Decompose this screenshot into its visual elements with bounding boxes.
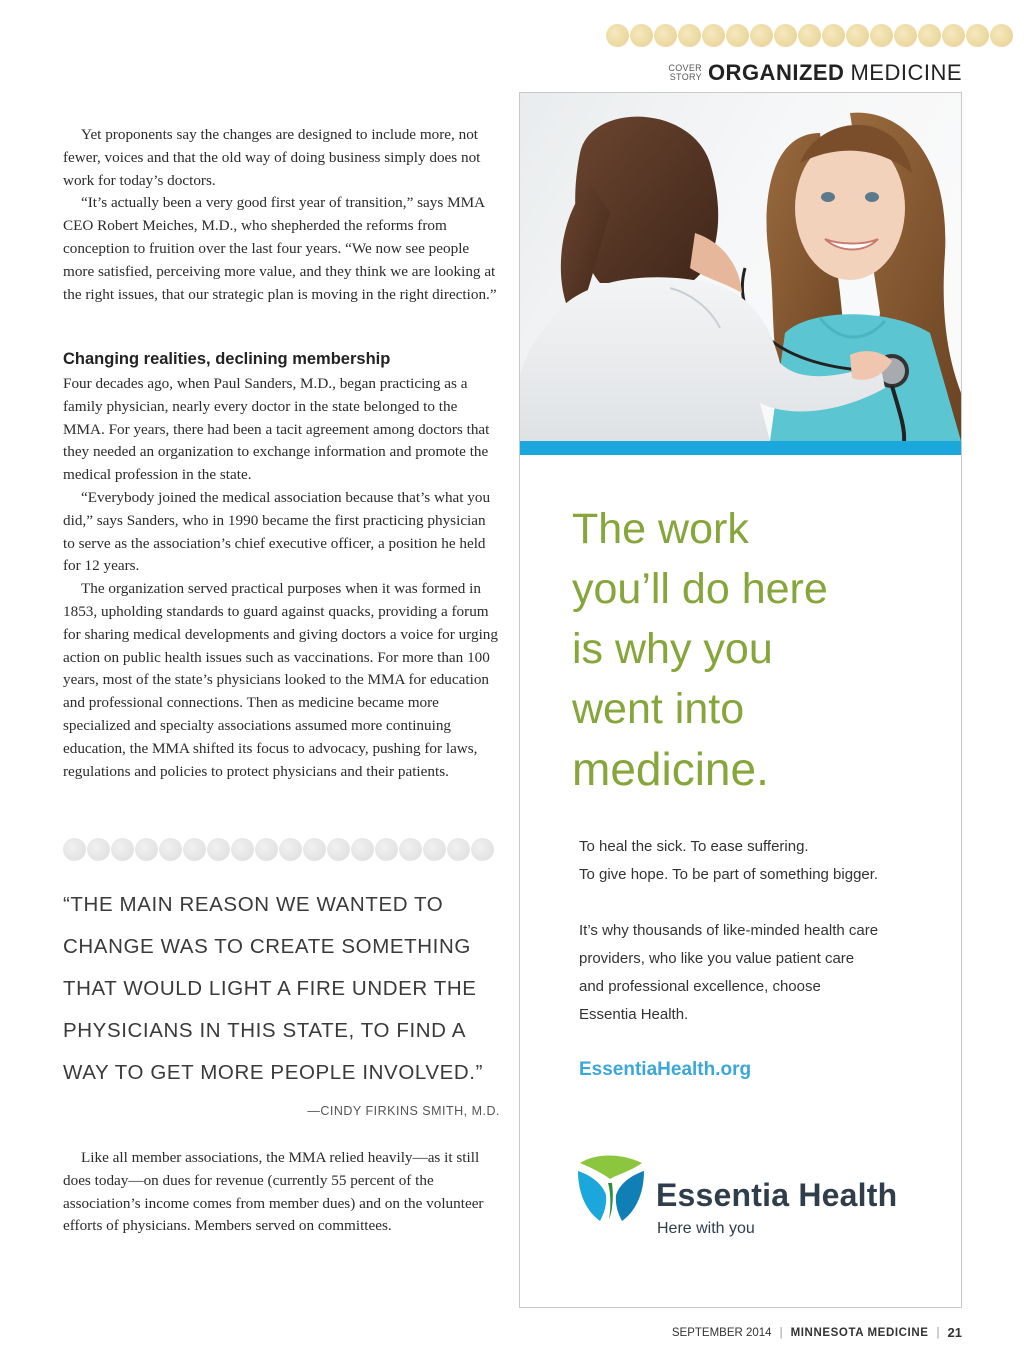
- article-paragraph: The organization served practical purposes when it was formed in 1853, upholding standards to guard against quacks, providing a forum for sharing medical developments and giving doctors a voice for urging action on public health issues such as vaccinations. For more than 100 years, most of the state’s physicians looked to the MMA for education and professional connections. Then as medicine became more specialized and specialty associations assumed more continuing education, the MMA shifted its focus to advocacy, pushing for laws, regulations and policies to protect physicians and their patients.: [63, 580, 498, 780]
- decorative-dot: [654, 24, 677, 47]
- decorative-dot: [447, 838, 470, 861]
- decorative-dot: [135, 838, 158, 861]
- story-label: STORY: [669, 72, 702, 82]
- decorative-dot: [279, 838, 302, 861]
- decorative-dot: [798, 24, 821, 47]
- ad-body-line: To give hope. To be part of something bigger.: [579, 866, 879, 883]
- section-header: [668, 60, 962, 86]
- cover-label: COVER: [668, 63, 702, 73]
- decorative-dot: [327, 838, 350, 861]
- decorative-dots-divider: [63, 838, 501, 864]
- ad-headline: [572, 499, 952, 799]
- decorative-dot: [399, 838, 422, 861]
- decorative-dot: [630, 24, 653, 47]
- cover-story-label: [668, 64, 702, 82]
- article-section: [63, 373, 499, 783]
- ad-headline-last: medicine.: [572, 743, 769, 795]
- ad-headline-line: you’ll do here: [572, 565, 828, 613]
- section-title-light: MEDICINE: [850, 60, 962, 85]
- ad-brand-tagline: Here with you: [657, 1220, 755, 1237]
- decorative-dot: [303, 838, 326, 861]
- quote-attribution: —CINDY FIRKINS SMITH, M.D.: [307, 1104, 500, 1118]
- page-number: 21: [947, 1325, 962, 1340]
- article-subhead: Changing realities, declining membership: [63, 350, 391, 368]
- decorative-dot: [471, 838, 494, 861]
- ad-photo-doctor-child: [520, 93, 961, 441]
- ad-headline-line: The work: [572, 505, 749, 553]
- ad-body-line: Essentia Health.: [579, 1006, 689, 1023]
- article-paragraph: “Everybody joined the medical association because that’s what you did,” says Sanders, who in 1990 became the first practicing physician to serve as the association’s chief executive officer, a position he held for 12 years.: [63, 488, 491, 575]
- pull-quote: “THE MAIN REASON WE WANTED TO CHANGE WAS TO CREATE SOMETHING THAT WOULD LIGHT A FIRE UNDER THE PHYSICIANS IN THIS STATE, TO FIND A WAY TO GET MORE PEOPLE INVOLVED.”: [63, 893, 484, 1084]
- footer-divider: |: [936, 1326, 940, 1339]
- essentia-health-ad: [519, 92, 962, 1308]
- decorative-dot: [870, 24, 893, 47]
- ad-body-line: and professional excellence, choose: [579, 978, 821, 995]
- footer-divider: |: [779, 1326, 783, 1339]
- page-footer: [672, 1325, 962, 1340]
- decorative-dot: [423, 838, 446, 861]
- ad-blue-stripe: [520, 441, 961, 455]
- decorative-dot: [159, 838, 182, 861]
- doctor-child-illustration: [520, 93, 961, 441]
- decorative-dot: [183, 838, 206, 861]
- ad-body-intro: [579, 833, 949, 889]
- decorative-dot: [63, 838, 86, 861]
- decorative-dot: [822, 24, 845, 47]
- article-paragraph: Like all member associations, the MMA relied heavily—as it still does today—on dues for revenue (currently 55 percent of the association’s income comes from member dues) and on the volunteer efforts of physicians. Members served on committees.: [63, 1149, 484, 1235]
- ad-body-detail: [579, 917, 949, 1029]
- decorative-dots-top: [606, 24, 1024, 52]
- decorative-dot: [846, 24, 869, 47]
- decorative-dot: [606, 24, 629, 47]
- article-paragraph: “It’s actually been a very good first year of transition,” says MMA CEO Robert Meiches, M.D., who shepherded the reforms from conception to fruition over the last four years. “We now see people more satisfied, perceiving more value, and they think we are looking at the right issues, that our strategic plan is moving in the right direction.”: [63, 194, 497, 303]
- ad-body-line: To heal the sick. To ease suffering.: [579, 838, 809, 855]
- ad-headline-line: went into: [572, 685, 745, 733]
- decorative-dot: [255, 838, 278, 861]
- decorative-dot: [87, 838, 110, 861]
- decorative-dot: [774, 24, 797, 47]
- decorative-dot: [942, 24, 965, 47]
- ad-headline-line: is why you: [572, 625, 773, 673]
- decorative-dot: [678, 24, 701, 47]
- section-title-bold: ORGANIZED: [707, 60, 845, 85]
- ad-body-line: It’s why thousands of like-minded health care: [579, 922, 879, 939]
- decorative-dot: [702, 24, 725, 47]
- decorative-dot: [894, 24, 917, 47]
- issue-date: SEPTEMBER 2014: [671, 1326, 772, 1339]
- decorative-dot: [966, 24, 989, 47]
- decorative-dot: [990, 24, 1013, 47]
- decorative-dot: [750, 24, 773, 47]
- essentia-leaf-logo-icon: [576, 1153, 646, 1223]
- ad-website-link[interactable]: EssentiaHealth.org: [579, 1059, 752, 1080]
- article-intro: [63, 124, 499, 306]
- decorative-dot: [231, 838, 254, 861]
- decorative-dot: [207, 838, 230, 861]
- magazine-name: MINNESOTA MEDICINE: [790, 1326, 929, 1339]
- article-paragraph: Yet proponents say the changes are designed to include more, not fewer, voices and that the old way of doing business simply does not work for today’s doctors.: [63, 126, 481, 189]
- decorative-dot: [918, 24, 941, 47]
- ad-body-line: providers, who like you value patient care: [579, 950, 855, 967]
- decorative-dot: [351, 838, 374, 861]
- decorative-dot: [111, 838, 134, 861]
- ad-brand-name: Essentia Health: [656, 1177, 898, 1213]
- decorative-dot: [726, 24, 749, 47]
- article-closing: [63, 1147, 499, 1238]
- decorative-dot: [375, 838, 398, 861]
- article-paragraph: Four decades ago, when Paul Sanders, M.D., began practicing as a family physician, nearly every doctor in the state belonged to the MMA. For years, there had been a tacit agreement among doctors that they needed an organization to exchange information and promote the medical profession in the state.: [63, 375, 490, 484]
